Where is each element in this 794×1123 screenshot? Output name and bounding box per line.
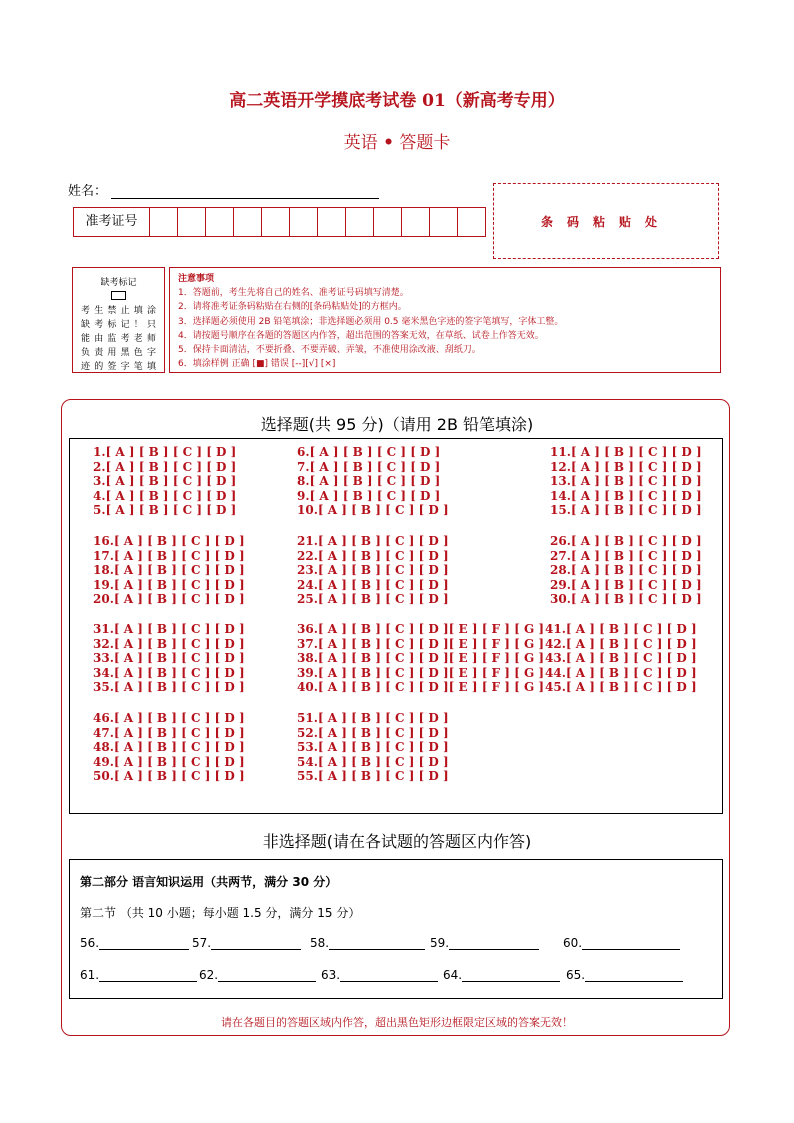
notes-item: 2．请将准考证条码粘贴在右侧的[条码粘贴处]的方框内。 [178,302,407,313]
notes-item: 3．选择题必须使用 2B 铅笔填涂；非选择题必须用 0.5 毫米黑色字迹的签字笔填写，字体工整。 [178,316,564,327]
blank-number: 60. [563,936,583,950]
choice-group[interactable]: 26.[ A ] [ B ] [ C ] [ D ] 27.[ A ] [ B ] [ C ] [ D ] 28.[ A ] [ B ] [ C ] [ D ] 29.[ A ] [ B ] [ C ] [ D ] 30.[ A ] [ B ] [ C ] [ D ] [550,534,702,607]
absent-line: 考生禁止填涂 [81,306,156,316]
blank-number: 61. [80,968,100,982]
answer-blank-65[interactable] [566,968,683,982]
choice-group[interactable]: 21.[ A ] [ B ] [ C ] [ D ] 22.[ A ] [ B ] [ C ] [ D ] 23.[ A ] [ B ] [ C ] [ D ] 24.[ A ] [ B ] [ C ] [ D ] 25.[ A ] [ B ] [ C ] [ D ] [297,534,449,607]
footer-warning: 请在各题目的答题区域内作答，超出黑色矩形边框限定区域的答案无效！ [221,1016,573,1029]
subtitle-dot: • [383,133,394,153]
absent-line: 迹的签字笔填 [81,362,156,372]
exam-id-cell[interactable] [430,208,458,236]
choice-group[interactable]: 11.[ A ] [ B ] [ C ] [ D ] 12.[ A ] [ B ] [ C ] [ D ] 13.[ A ] [ B ] [ C ] [ D ] 14.[ A ] [ B ] [ C ] [ D ] 15.[ A ] [ B ] [ C ] [ D ] [550,445,702,518]
name-field[interactable] [111,185,379,199]
notes-item: 1．答题前，考生先将自己的姓名、准考证号码填写清楚。 [178,288,409,299]
blank-number: 56. [80,936,100,950]
choice-group[interactable]: 46.[ A ] [ B ] [ C ] [ D ] 47.[ A ] [ B ] [ C ] [ D ] 48.[ A ] [ B ] [ C ] [ D ] 49.[ A ] [ B ] [ C ] [ D ] 50.[ A ] [ B ] [ C ] [ D ] [93,711,245,784]
answer-blank-58[interactable] [310,936,425,950]
notes-item: 4．请按题号顺序在各题的答题区内作答，超出范围的答案无效，在草纸、试卷上作答无效。 [178,330,544,341]
answer-blank-63[interactable] [321,968,438,982]
exam-id-cell[interactable] [290,208,318,236]
answer-blank-57[interactable] [192,936,301,950]
blank-number: 65. [566,968,586,982]
choice-group[interactable]: 51.[ A ] [ B ] [ C ] [ D ] 52.[ A ] [ B ] [ C ] [ D ] 53.[ A ] [ B ] [ C ] [ D ] 54.[ A ] [ B ] [ C ] [ D ] 55.[ A ] [ B ] [ C ] [ D ] [297,711,449,784]
notes-box [169,267,721,373]
choice-group[interactable]: 1.[ A ] [ B ] [ C ] [ D ] 2.[ A ] [ B ] [ C ] [ D ] 3.[ A ] [ B ] [ C ] [ D ] 4.[ A ] [ B ] [ C ] [ D ] 5.[ A ] [ B ] [ C ] [ D ] [93,445,237,518]
barcode-area: 条码粘贴处 [493,183,719,259]
absent-line: 能由监考老师 [81,334,156,344]
choice-group[interactable]: 36.[ A ] [ B ] [ C ] [ D ][ E ] [ F ] [ G ] 37.[ A ] [ B ] [ C ] [ D ][ E ] [ F ] [ G ] 38.[ A ] [ B ] [ C ] [ D ][ E ] [ F ] [ G ] 39.[ A ] [ B ] [ C ] [ D ][ E ] [ F ] [ G ] 40.[ A ] [ B ] [ C ] [ D ][ E ] [ F ] [ G ] [297,622,545,695]
blank-number: 63. [321,968,341,982]
exam-id-cell[interactable] [150,208,178,236]
exam-id-cell[interactable] [458,208,485,236]
answer-blank-62[interactable] [199,968,316,982]
blank-number: 57. [192,936,212,950]
exam-id-cell[interactable] [234,208,262,236]
exam-id-label: 准考证号 [74,208,150,236]
name-label: 姓名： [68,184,108,199]
blank-number: 59. [430,936,450,950]
nonchoice-section-title: 非选择题(请在各试题的答题区内作答) [262,832,532,851]
answer-blank-60[interactable] [563,936,680,950]
choice-group[interactable]: 41.[ A ] [ B ] [ C ] [ D ] 42.[ A ] [ B ] [ C ] [ D ] 43.[ A ] [ B ] [ C ] [ D ] 44.[ A ] [ B ] [ C ] [ D ] 45.[ A ] [ B ] [ C ] [ D ] [545,622,697,695]
subtitle-subject: 英语 [343,133,378,153]
choice-group[interactable]: 16.[ A ] [ B ] [ C ] [ D ] 17.[ A ] [ B ] [ C ] [ D ] 18.[ A ] [ B ] [ C ] [ D ] 19.[ A ] [ B ] [ C ] [ D ] 20.[ A ] [ B ] [ C ] [ D ] [93,534,245,607]
blank-number: 58. [310,936,330,950]
notes-item: 6．填涂样例 正确 [■] 错误 [--][√] [×] [178,359,336,370]
exam-id-cell[interactable] [346,208,374,236]
section-heading: 第二节 （共 10 小题；每小题 1.5 分，满分 15 分） [80,906,361,920]
notes-heading: 注意事项 [178,274,215,284]
exam-id-cell[interactable] [206,208,234,236]
answer-blank-59[interactable] [430,936,539,950]
blank-number: 62. [199,968,219,982]
exam-id-cell[interactable] [402,208,430,236]
choice-group[interactable]: 6.[ A ] [ B ] [ C ] [ D ] 7.[ A ] [ B ] [ C ] [ D ] 8.[ A ] [ B ] [ C ] [ D ] 9.[ A ] [ B ] [ C ] [ D ] 10.[ A ] [ B ] [ C ] [ D ] [297,445,449,518]
choice-group[interactable]: 31.[ A ] [ B ] [ C ] [ D ] 32.[ A ] [ B ] [ C ] [ D ] 33.[ A ] [ B ] [ C ] [ D ] 34.[ A ] [ B ] [ C ] [ D ] 35.[ A ] [ B ] [ C ] [ D ] [93,622,245,695]
answer-blank-64[interactable] [443,968,560,982]
notes-item: 5．保持卡面清洁，不要折叠、不要弄破、弄皱，不准使用涂改液、刮纸刀。 [178,345,481,356]
exam-id-cell[interactable] [262,208,290,236]
exam-id-cell[interactable] [374,208,402,236]
part-heading: 第二部分 语言知识运用（共两节，满分 30 分） [80,875,338,889]
choice-section-title: 选择题(共 95 分)（请用 2B 铅笔填涂) [260,415,534,434]
absent-mark-box [72,267,165,373]
absent-line: 负责用黑色字 [81,348,156,358]
subtitle-card: 答题卡 [399,133,451,153]
exam-id-grid [73,207,486,237]
absent-checkbox[interactable] [111,291,126,300]
answer-blank-61[interactable] [80,968,197,982]
page-title: 高二英语开学摸底考试卷 01（新高考专用） [229,91,565,111]
page-subtitle [0,128,794,153]
exam-id-cell[interactable] [318,208,346,236]
answer-blank-56[interactable] [80,936,189,950]
name-row [68,180,379,199]
exam-id-cell[interactable] [178,208,206,236]
absent-title: 缺考标记 [100,278,137,288]
absent-line: 缺考标记！只 [81,320,156,330]
blank-number: 64. [443,968,463,982]
